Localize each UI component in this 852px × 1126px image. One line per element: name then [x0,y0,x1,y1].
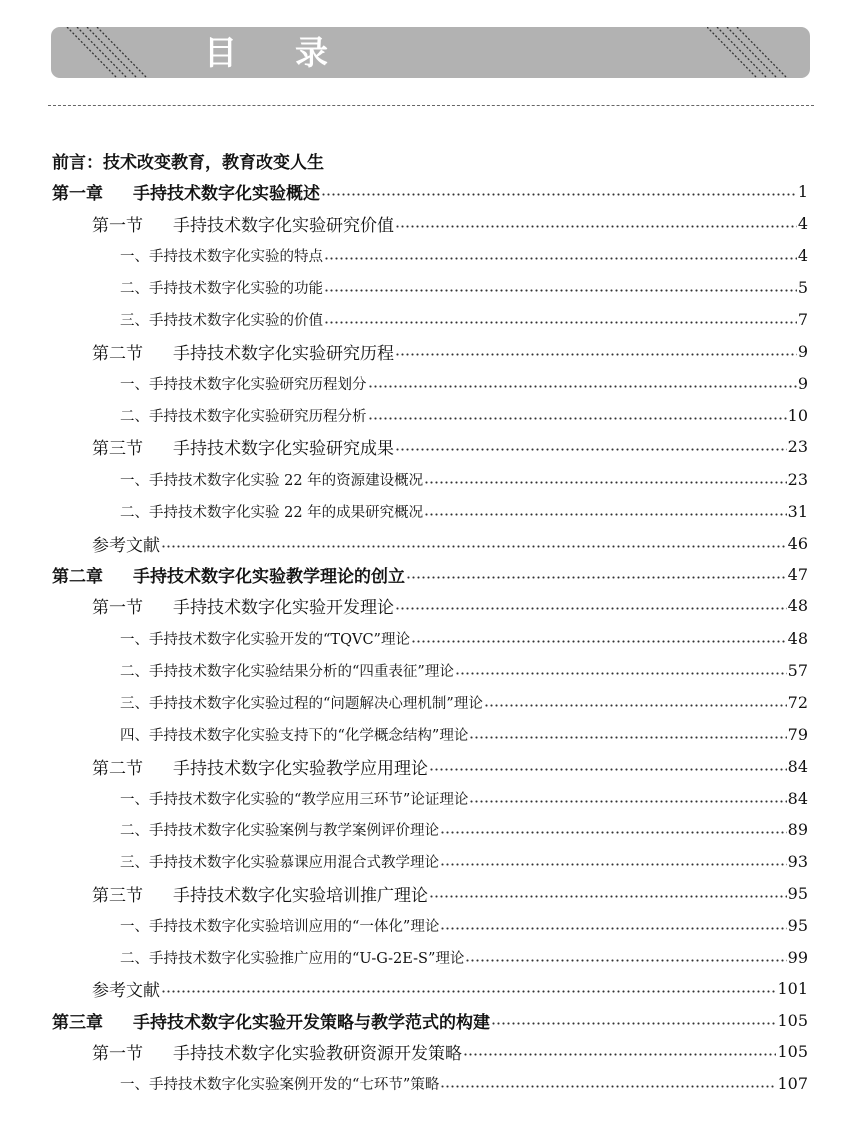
toc-entry-page: 46 [787,533,808,553]
page-title: 目录 [204,33,386,72]
toc-entry-title: 三、手持技术数字化实验过程的“问题解决心理机制”理论 [120,695,483,712]
dot-leader [484,687,787,717]
toc-entry-title-wrap [120,947,464,968]
toc-entry-title-wrap [120,660,454,681]
toc-entry-title: 参考文献 [92,980,160,1001]
toc-entry[interactable] [52,559,808,589]
dot-leader [440,814,787,844]
toc-entry-title: 手持技术数字化实验概述 [133,183,320,204]
toc-entry[interactable] [120,464,808,494]
toc-entry-title: 二、手持技术数字化实验的功能 [120,280,323,297]
toc-entry-page: 105 [777,1010,808,1030]
toc-entry-page: 4 [797,245,808,265]
toc-entry-title: 手持技术数字化实验研究历程 [173,343,394,364]
toc-entry-page: 31 [787,501,808,521]
toc-entry-title: 一、手持技术数字化实验开发的“TQVC”理论 [120,631,410,648]
toc-entry-page: 48 [787,628,808,648]
toc-entry-title: 一、手持技术数字化实验案例开发的“七环节”策略 [120,1076,440,1093]
toc-entry-title: 手持技术数字化实验教研资源开发策略 [173,1043,462,1064]
toc-entry-title: 三、手持技术数字化实验的价值 [120,312,323,329]
toc-entry-title: 一、手持技术数字化实验 22 年的资源建设概况 [120,472,424,489]
dot-leader [424,464,786,494]
toc-entry[interactable] [52,176,808,206]
toc-entry-prefix: 第二章 [52,566,103,587]
toc-entry-title: 二、手持技术数字化实验结果分析的“四重表征”理论 [120,663,454,680]
toc-entry-prefix: 第一节 [92,215,143,236]
toc-entry[interactable] [120,1068,808,1098]
toc-entry-page: 84 [787,788,808,808]
toc-entry-page: 9 [797,341,808,361]
toc-entry-page: 48 [787,595,808,615]
dot-leader [469,783,786,813]
toc-entry-title: 一、手持技术数字化实验研究历程划分 [120,376,367,393]
toc-entry[interactable] [92,878,808,908]
toc-entry[interactable] [120,240,808,270]
toc-entry-page: 7 [797,309,808,329]
toc-entry-title: 四、手持技术数字化实验支持下的“化学概念结构”理论 [120,727,469,744]
dot-leader [395,336,797,366]
toc-entry[interactable] [92,1036,808,1066]
toc-entry-title-wrap [92,531,160,556]
toc-entry[interactable] [120,368,808,398]
toc-entry-title: 一、手持技术数字化实验的特点 [120,248,323,265]
toc-entry-page: 57 [787,660,808,680]
toc-entry-title-wrap [120,309,323,330]
toc-entry-title-wrap [52,148,324,173]
toc-entry-page: 10 [787,405,808,425]
dot-leader [324,304,797,334]
dot-leader [463,1036,776,1066]
toc-entry-title-wrap [92,754,428,779]
toc-entry-prefix: 第二节 [92,343,143,364]
hatch-decoration-right [707,27,802,78]
toc-entry-prefix: 第三节 [92,438,143,459]
dot-leader [368,400,787,430]
toc-entry-page: 9 [797,373,808,393]
toc-entry-title-wrap [92,976,160,1001]
toc-entry-title-wrap [92,434,394,459]
toc-entry-title: 二、手持技术数字化实验案例与教学案例评价理论 [120,822,439,839]
toc-entry-title-wrap [120,245,323,266]
toc-entry-title: 二、手持技术数字化实验研究历程分析 [120,408,367,425]
dot-leader [406,559,787,589]
toc-entry-title-wrap [92,1039,462,1064]
dot-leader [465,942,786,972]
toc-entry-title-wrap [120,915,439,936]
toc-entry-page: 4 [797,213,808,233]
toc-entry[interactable] [120,814,808,844]
toc-entry[interactable] [120,304,808,334]
toc-entry-title-wrap [120,819,439,840]
toc-entry-title: 一、手持技术数字化实验培训应用的“一体化”理论 [120,918,440,935]
dot-leader [368,368,797,398]
toc-entry-title-wrap [120,1073,439,1094]
header-banner [51,27,810,78]
toc-entry-page: 5 [797,277,808,297]
toc-entry-title-wrap [92,211,394,236]
toc-entry-title: 二、手持技术数字化实验推广应用的“U-G-2E-S”理论 [120,950,465,967]
toc-entry-page: 47 [787,564,808,584]
dot-leader [161,973,776,1003]
dot-leader [429,751,787,781]
dot-leader [324,240,797,270]
toc-entry-page: 99 [787,947,808,967]
toc-entry-title-wrap [92,339,394,364]
toc-entry-title-wrap [120,788,468,809]
toc-entry-title-wrap [120,373,367,394]
toc-entry[interactable] [120,783,808,813]
toc-entry[interactable] [92,973,808,1003]
dot-leader [440,846,787,876]
hatch-decoration-left [59,27,154,78]
toc-entry-title: 二、手持技术数字化实验 22 年的成果研究概况 [120,504,424,521]
toc-entry-page: 1 [797,181,808,201]
toc-entry-page: 89 [787,819,808,839]
toc-entry-title: 一、手持技术数字化实验的“教学应用三环节”论证理论 [120,791,469,808]
toc-entry-page: 107 [777,1073,808,1093]
dot-leader [491,1005,776,1035]
dot-leader [440,1068,776,1098]
dot-leader [321,176,797,206]
toc-entry[interactable] [120,272,808,302]
toc-entry-title: 参考文献 [92,535,160,556]
toc-entry[interactable] [120,942,808,972]
dot-leader [395,208,797,238]
toc-entry-title: 手持技术数字化实验培训推广理论 [173,885,428,906]
toc-entry[interactable] [120,400,808,430]
toc-entry-prefix: 第二节 [92,758,143,779]
toc-entry-title-wrap [92,593,394,618]
toc-entry[interactable] [120,496,808,526]
toc-entry-title-wrap [52,562,405,587]
toc-entry[interactable] [92,336,808,366]
toc-entry-prefix: 第一节 [92,597,143,618]
toc-entry-page: 23 [787,469,808,489]
toc-entry[interactable] [52,1005,808,1035]
toc-entry-title-wrap [120,851,439,872]
toc-entry-title: 前言：技术改变教育，教育改变人生 [52,152,324,173]
toc-entry[interactable] [120,719,808,749]
dot-leader [429,878,787,908]
dot-leader [424,496,786,526]
toc-entry-prefix: 第三章 [52,1012,103,1033]
toc-entry[interactable] [92,528,808,558]
toc-entry-title: 手持技术数字化实验研究价值 [173,215,394,236]
toc-entry-page: 105 [777,1041,808,1061]
toc-entry[interactable] [92,751,808,781]
toc-entry-page: 23 [787,436,808,456]
toc-entry[interactable] [120,687,808,717]
dot-leader [469,719,786,749]
toc-entry-title-wrap [120,724,468,745]
toc-entry-page: 72 [787,692,808,712]
toc-entry[interactable] [120,846,808,876]
toc-entry-title-wrap [120,469,423,490]
toc-entry-page: 84 [787,756,808,776]
toc-entry[interactable] [52,145,808,175]
toc-entry-title-wrap [120,628,410,649]
toc-entry-prefix: 第一章 [52,183,103,204]
dot-leader [395,590,787,620]
toc-entry[interactable] [92,208,808,238]
toc-entry-title: 手持技术数字化实验教学理论的创立 [133,566,405,587]
toc-entry[interactable] [120,655,808,685]
dashed-divider [48,105,814,106]
toc-entry-title: 手持技术数字化实验开发策略与教学范式的构建 [133,1012,490,1033]
toc-entry-title: 手持技术数字化实验研究成果 [173,438,394,459]
toc-entry[interactable] [120,910,808,940]
toc-entry[interactable] [120,623,808,653]
toc-entry-prefix: 第一节 [92,1043,143,1064]
dot-leader [440,910,786,940]
dot-leader [395,431,787,461]
dot-leader [455,655,787,685]
toc-entry-title-wrap [52,179,320,204]
toc-entry-title: 手持技术数字化实验开发理论 [173,597,394,618]
toc-entry-page: 101 [777,978,808,998]
toc-entry-title-wrap [120,405,367,426]
toc-entry-title-wrap [52,1008,490,1033]
toc-entry-title-wrap [120,501,423,522]
dot-leader [411,623,787,653]
dot-leader [324,272,797,302]
dot-leader [161,528,787,558]
toc-entry-prefix: 第三节 [92,885,143,906]
toc-entry-title-wrap [120,692,483,713]
toc-entry-title-wrap [92,881,428,906]
toc-entry-page: 93 [787,851,808,871]
toc-entry[interactable] [92,431,808,461]
toc-entry-page: 95 [787,915,808,935]
toc-entry[interactable] [92,590,808,620]
toc-entry-page: 95 [787,883,808,903]
toc-entry-title: 手持技术数字化实验教学应用理论 [173,758,428,779]
toc-entry-title-wrap [120,277,323,298]
toc-entry-title: 三、手持技术数字化实验慕课应用混合式教学理论 [120,854,439,871]
toc-entry-page: 79 [787,724,808,744]
